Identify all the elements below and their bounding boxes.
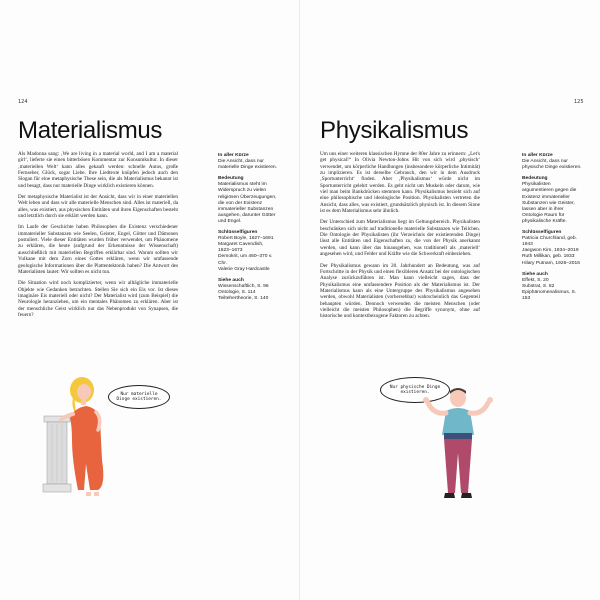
- right-paragraph-3: Der Physikalismus gewann im 20. Jahrhundert an Bedeutung, was auf Fortschritte in der Physik und einen flexibleren Ansatz bei der ontologischen Analyse zurückzuführen ist. Man kann vielleicht sagen, dass der Physikalismus eine umfassendere Position als der Materialismus ist. Der Materialismus kann als eine Untergruppe des Physikalismus angesehen werden, obwohl Materialisten (vorhersehbar) wahrscheinlich das Gegenteil behaupten würden. Dennoch verwenden die meisten Menschen (oder vielleicht die meisten Philosophen) die Begriffe synonym, ohne auf historische und kontextbezogene Faktoren zu achten.: [320, 262, 480, 320]
- right-sidebar-significance: [522, 176, 582, 225]
- sidebar-heading: Bedeutung: [522, 176, 548, 182]
- left-speech-bubble: [108, 385, 170, 409]
- sidebar-text: Effekt, S. 20 Substrat, S. 82 Epiphänomenalismus, S. 153: [522, 277, 577, 301]
- right-sidebar-see-also: [522, 272, 582, 302]
- left-sidebar-summary: [218, 153, 278, 171]
- right-sidebar: [522, 153, 582, 307]
- left-page-title: Materialismus: [18, 117, 163, 144]
- sidebar-heading: Siehe auch: [522, 271, 548, 277]
- left-sidebar-key-figures: [218, 230, 278, 273]
- right-paragraph-2: Der Unterschied zum Materialismus liegt im Geltungsbereich. Physikalisten beschränken sich nicht auf traditionelle materielle Substanzen wie Teilchen. Die Ontologie der Physikalisten (ihr Verzeichnis der existierenden Dinge) lässt alle Entitäten und Eigenschaften zu, die von der Physik anerkannt werden, und kann über das hinausgehen, was traditionell als ‚materiell‘ angesehen wird, und Felder und Kräfte wie die Schwerkraft einbeziehen.: [320, 219, 480, 258]
- column-icon: [43, 416, 71, 492]
- left-paragraph-3: Im Laufe der Geschichte haben Philosophen die Existenz verschiedener immaterieller Substanzen wie Seelen, Geister, Engel, Götter und Dämonen postuliert. Viele dieser Entitäten wurden früher verwendet, um Phänomene zu erklären, die heute (aufgrund der Erkenntnisse der Wissenschaft) ausschließlich mit materiellen Begriffen erklärbar sind. Warum sollten wir Vulkane mit dem Zorn eines Gottes erklären, wenn wir umfassende geologische Informationen über die Plattentektonik haben? Die Antwort des Materialisten lautet: Wir sollten es nicht tun.: [18, 224, 178, 275]
- left-paragraph-1: Als Madonna sang: ‚We are living in a material world, and I am a material girl‘, lieferte sie einen bitterbösen Kommentar zur Konsumkultur. In dieser ‚materiellen Welt‘ kann alles gekauft werden: schnelle Autos, große Fernseher, Glück, sogar Liebe. Ihre Liedtexte knüpfen jedoch auch den Slogan für eine metaphysische These sein, die als Materialismus bekannt ist und besagt, dass nur materielle Dinge wirklich existieren können.: [18, 151, 178, 189]
- speech-bubble-text: Nur physische Dinge existieren.: [389, 384, 441, 395]
- left-body-text: [18, 151, 178, 323]
- left-sidebar: [218, 153, 278, 307]
- sidebar-text: Wissenschaftlich, S. 96 Ontologie, S. 114 Teiltehertheorie, S. 140: [218, 283, 269, 301]
- sidebar-text: Die Ansicht, dass nur physische Dinge existieren.: [522, 159, 582, 171]
- right-page: [300, 0, 600, 600]
- physicalist-illustration: [418, 385, 498, 500]
- sidebar-text: Die Ansicht, dass nur materielle Dinge existieren.: [218, 159, 277, 171]
- sidebar-heading: In aller Kürze: [218, 153, 249, 158]
- sidebar-heading: Schlüsselfiguren: [218, 230, 258, 236]
- left-paragraph-2: Der metaphysische Materialist ist der Ansicht, dass wir in einer materiellen Welt leben und dass wir alle materielle Menschen sind. Alles ist materiell, da alles, was existiert, aus physischen Entitäten und ihren Eigenschaften besteht und letztlich durch sie erklärt werden kann.: [18, 194, 178, 220]
- sidebar-text: Physikalisten argumentieren gegen die Existenz immaterieller Substanzen wie Geister, lassen aber in ihrer Ontologie Raum für physikalische Kräfte.: [522, 182, 577, 224]
- left-page-number: 124: [18, 99, 28, 105]
- right-sidebar-key-figures: [522, 230, 582, 267]
- left-sidebar-see-also: [218, 278, 278, 302]
- right-body-text: [320, 151, 480, 325]
- sidebar-text: Materialismus steht im Widerspruch zu vielen religiösen Überzeugungen, die von der Existenz immaterieller Substanzen ausgehen, darunter Götter und Engel.: [218, 182, 277, 224]
- man-figure-icon: [423, 388, 493, 498]
- right-page-title: Physikalismus: [320, 117, 469, 144]
- sidebar-heading: Bedeutung: [218, 176, 244, 182]
- sidebar-text: Patricia Churchland, geb. 1943 Jaegwon Kim, 1934–2019 Ruth Millikan, geb. 1933 Hilary Putnam, 1926–2016: [522, 236, 580, 266]
- left-paragraph-4: Die Situation wird noch komplizierter, wenn wir alltägliche immaterielle Objekte wie Gedanken betrachten. Stellen Sie sich ein Eis vor. Ist dieses imaginäre Eis materiell oder nicht? Der Materialist wird (zum Beispiel) die Neurologie heranziehen, um ein mentales Phänomen zu erklären. Aber ist der menschliche Geist wirklich nur das Nebenprodukt von Synapsen, die feuern?: [18, 280, 178, 318]
- sidebar-text: Robert Boyle, 1627–1691 Margaret Cavendish, 1623–1673 Demokrit, um 460–370 v. Chr. Valerie Gray Hardcastle: [218, 236, 274, 272]
- speech-bubble-text: Nur materielle Dinge existieren.: [116, 391, 162, 402]
- right-paragraph-1: Um uns einer weiteren klassischen Hymne der 80er Jahre zu erinnern: „Let's get physical!“ In Olivia Newton-Johns Hit von sich wird ‚physisch‘ verwendet, um körperliche Handlungen (insbesondere körperliche Intimität) zu implizieren. Es ist derselbe Gebrauch, den wir in dem Ausdruck ‚Sportunterricht‘ finden. Aber ‚Physikalismus‘ würde nicht im Sportunterricht gelehrt werden. Es geht nicht um Muskeln oder darum, wie viel man beim Bankdrücken stemmen kann. Physikalismus bezieht sich auf eine philosophische und ideologische Position. Physikalisten vertreten die Ansicht, dass alles, was existiert, grundsätzlich physisch ist. In diesem Sinne ist es dem Materialismus sehr ähnlich.: [320, 151, 480, 215]
- right-page-number: 125: [574, 99, 584, 105]
- right-sidebar-summary: [522, 153, 582, 171]
- sidebar-heading: Siehe auch: [218, 277, 244, 283]
- sidebar-heading: Schlüsselfiguren: [522, 230, 562, 236]
- sidebar-heading: In aller Kürze: [522, 153, 553, 158]
- woman-figure-icon: [61, 377, 103, 496]
- left-sidebar-significance: [218, 176, 278, 225]
